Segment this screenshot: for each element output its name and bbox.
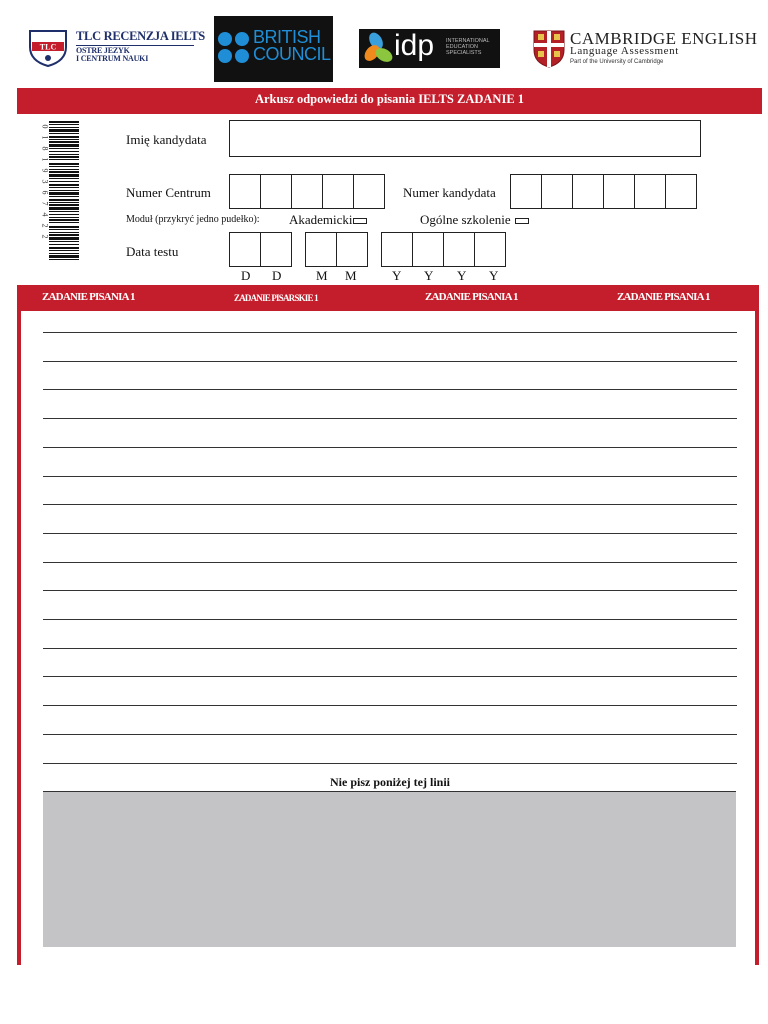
answer-line[interactable] bbox=[43, 476, 737, 477]
idp-petals-icon bbox=[362, 31, 396, 65]
cambridge-title: CAMBRIDGE ENGLISH bbox=[570, 29, 758, 48]
date-letter-y4: Y bbox=[489, 268, 499, 283]
answer-line[interactable] bbox=[43, 533, 737, 534]
centre-number-cell[interactable] bbox=[353, 174, 385, 209]
answer-line[interactable] bbox=[43, 332, 737, 333]
date-letter-m2: M bbox=[345, 268, 357, 283]
candidate-name-label: Imię kandydata bbox=[126, 132, 207, 147]
barcode-digit: 3 bbox=[40, 179, 50, 184]
date-letter-y3: Y bbox=[457, 268, 467, 283]
module-academic-label: Akademicki bbox=[289, 212, 353, 227]
tlc-subtitle bbox=[76, 47, 148, 63]
answer-line[interactable] bbox=[43, 590, 737, 591]
examiner-use-area bbox=[43, 791, 736, 947]
barcode-digit: 7 bbox=[40, 201, 50, 206]
candidate-number-cell[interactable] bbox=[665, 174, 697, 209]
candidate-number-cell[interactable] bbox=[510, 174, 542, 209]
section-label-3: ZADANIE PISANIA 1 bbox=[425, 291, 518, 303]
date-letter-y1: Y bbox=[392, 268, 402, 283]
cambridge-subtitle: Language Assessment bbox=[570, 45, 679, 57]
date-year-cell[interactable] bbox=[381, 232, 413, 267]
answer-line[interactable] bbox=[43, 562, 737, 563]
date-day-cell[interactable] bbox=[229, 232, 261, 267]
date-year-cell[interactable] bbox=[412, 232, 444, 267]
barcode-digit: 1 bbox=[40, 157, 50, 162]
idp-tagline-2: EDUCATION bbox=[446, 44, 478, 50]
test-date-month-field[interactable] bbox=[305, 232, 368, 267]
candidate-number-field[interactable] bbox=[510, 174, 697, 209]
candidate-number-cell[interactable] bbox=[541, 174, 573, 209]
date-day-cell[interactable] bbox=[260, 232, 292, 267]
date-year-cell[interactable] bbox=[443, 232, 475, 267]
date-year-cell[interactable] bbox=[474, 232, 506, 267]
candidate-number-cell[interactable] bbox=[572, 174, 604, 209]
idp-tagline-3: SPECIALISTS bbox=[446, 50, 482, 56]
do-not-write-label: Nie pisz poniżej tej linii bbox=[330, 775, 450, 789]
answer-line[interactable] bbox=[43, 734, 737, 735]
answer-line[interactable] bbox=[43, 705, 737, 706]
candidate-number-label: Numer kandydata bbox=[403, 185, 496, 200]
centre-number-cell[interactable] bbox=[291, 174, 323, 209]
barcode-number bbox=[40, 121, 50, 242]
date-letter-d2: D bbox=[272, 268, 282, 283]
candidate-number-cell[interactable] bbox=[634, 174, 666, 209]
candidate-number-cell[interactable] bbox=[603, 174, 635, 209]
tlc-title: TLC RECENZJA IELTS bbox=[76, 29, 205, 43]
barcode-digit: 9 bbox=[40, 168, 50, 173]
cambridge-tagline: Part of the University of Cambridge bbox=[570, 59, 664, 65]
test-date-label: Data testu bbox=[126, 244, 179, 259]
british-council-dots-icon bbox=[217, 31, 251, 65]
section-label-4: ZADANIE PISANIA 1 bbox=[617, 291, 710, 303]
module-general-checkbox[interactable] bbox=[515, 218, 529, 224]
barcode-digit: 2 bbox=[40, 234, 50, 239]
barcode-digit: 6 bbox=[40, 190, 50, 195]
tlc-subtitle-line2: I CENTRUM NAUKI bbox=[76, 54, 149, 63]
section-label-1: ZADANIE PISANIA 1 bbox=[42, 291, 135, 303]
centre-number-cell[interactable] bbox=[229, 174, 261, 209]
cambridge-shield-icon bbox=[533, 30, 565, 68]
centre-number-cell[interactable] bbox=[260, 174, 292, 209]
date-month-cell[interactable] bbox=[305, 232, 337, 267]
date-letter-y2: Y bbox=[424, 268, 434, 283]
module-general-label: Ogólne szkolenie bbox=[420, 212, 511, 227]
idp-tagline-1: INTERNATIONAL bbox=[446, 38, 490, 44]
candidate-name-field[interactable] bbox=[229, 120, 701, 157]
barcode-digit: 0 bbox=[40, 124, 50, 129]
answer-line[interactable] bbox=[43, 361, 737, 362]
date-month-cell[interactable] bbox=[336, 232, 368, 267]
answer-line[interactable] bbox=[43, 619, 737, 620]
test-date-day-field[interactable] bbox=[229, 232, 292, 267]
tlc-subtitle-line1: OSTRE JEZYK bbox=[76, 46, 130, 55]
tlc-crest-logo bbox=[26, 27, 70, 67]
answer-line[interactable] bbox=[43, 648, 737, 649]
barcode bbox=[49, 121, 79, 261]
section-label-2: ZADANIE PISARSKIE 1 bbox=[234, 293, 318, 303]
idp-wordmark: idp bbox=[394, 29, 435, 62]
barcode-digit: 1 bbox=[40, 135, 50, 140]
barcode-digit: 2 bbox=[40, 223, 50, 228]
answer-sheet-title: Arkusz odpowiedzi do pisania IELTS ZADANIE 1 bbox=[17, 88, 762, 114]
centre-number-cell[interactable] bbox=[322, 174, 354, 209]
centre-number-field[interactable] bbox=[229, 174, 385, 209]
date-letter-m1: M bbox=[316, 268, 328, 283]
answer-line[interactable] bbox=[43, 504, 737, 505]
tlc-crest-text: TLC bbox=[39, 42, 57, 52]
barcode-digit: 4 bbox=[40, 212, 50, 217]
date-letter-d1: D bbox=[241, 268, 251, 283]
bc-line1: BRITISH bbox=[253, 27, 321, 47]
idp-tagline bbox=[446, 38, 490, 56]
barcode-digit: 8 bbox=[40, 146, 50, 151]
answer-line[interactable] bbox=[43, 389, 737, 390]
module-academic-checkbox[interactable] bbox=[353, 218, 367, 224]
answer-line[interactable] bbox=[43, 676, 737, 677]
test-date-year-field[interactable] bbox=[381, 232, 506, 267]
answer-line[interactable] bbox=[43, 418, 737, 419]
answer-line[interactable] bbox=[43, 447, 737, 448]
answer-line[interactable] bbox=[43, 763, 737, 764]
centre-number-label: Numer Centrum bbox=[126, 185, 211, 200]
module-label: Moduł (przykryć jedno pudełko): bbox=[126, 214, 260, 225]
bc-line2: COUNCIL bbox=[253, 44, 331, 64]
british-council-wordmark bbox=[253, 29, 331, 63]
